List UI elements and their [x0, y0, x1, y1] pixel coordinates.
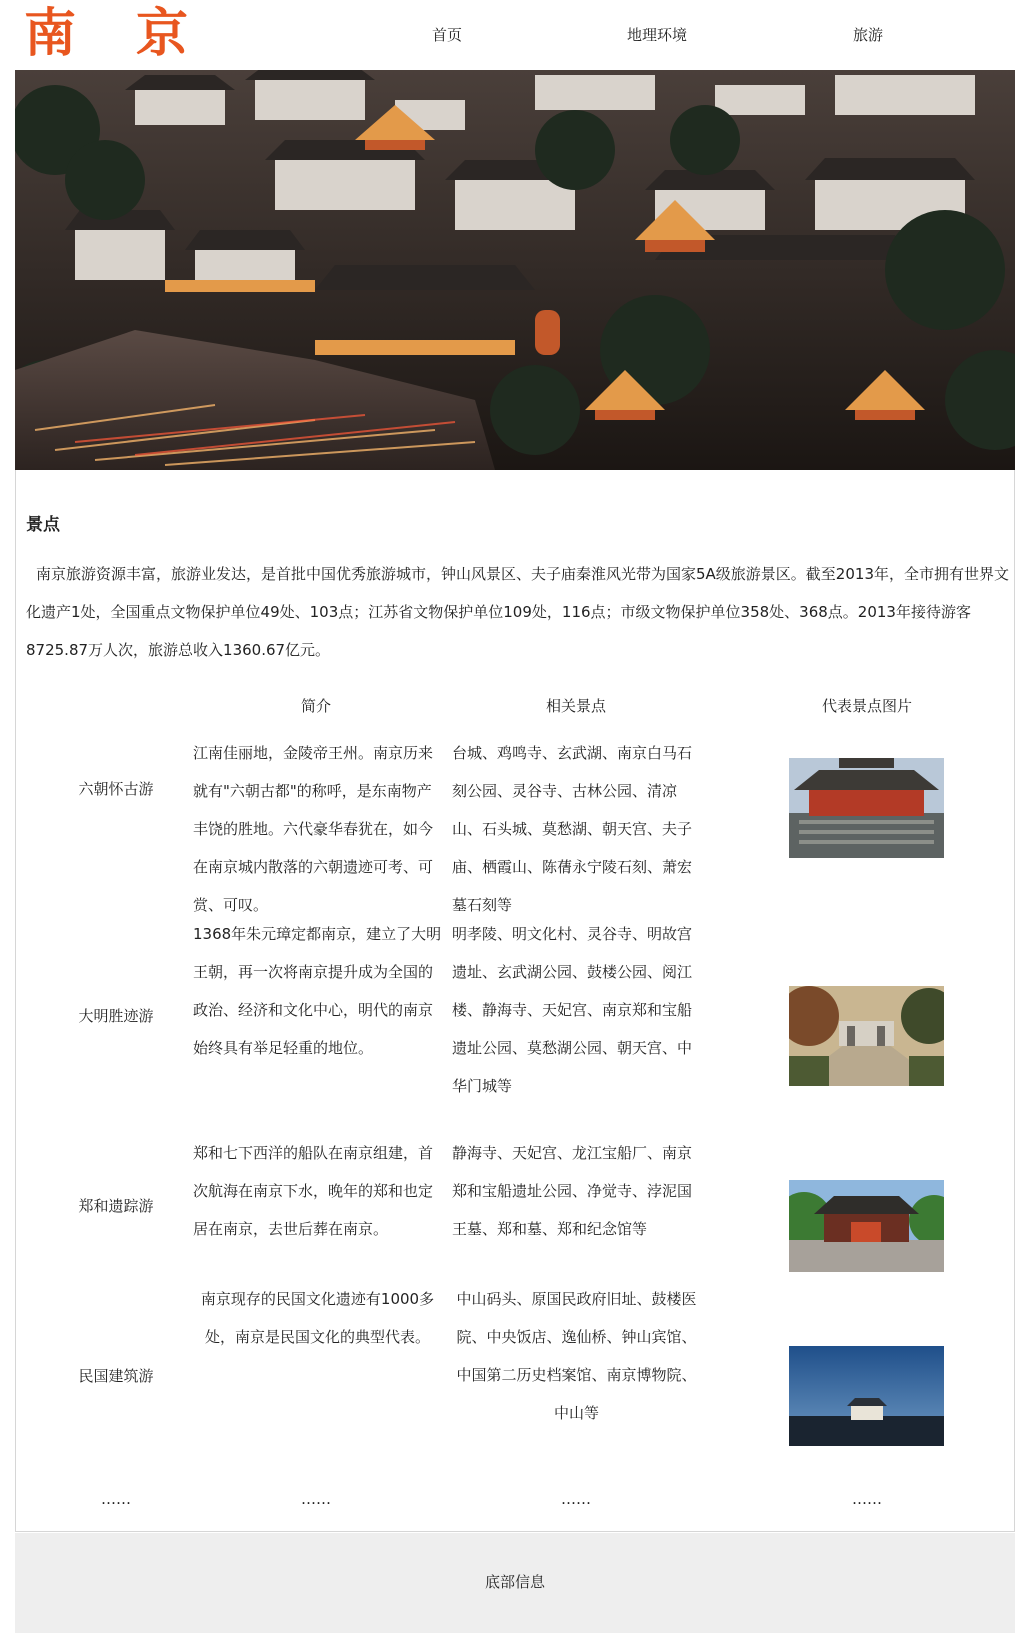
more-ellipsis: ……	[301, 1490, 331, 1508]
tour-name: 郑和遗踪游	[78, 1197, 154, 1215]
tour-name: 民国建筑游	[78, 1367, 154, 1385]
nav-home-link[interactable]: 首页	[432, 26, 463, 44]
site-logo[interactable]: 南京	[24, 3, 249, 64]
more-ellipsis: ……	[852, 1490, 882, 1508]
column-header-intro: 简介	[300, 697, 331, 715]
tour-image	[789, 1180, 944, 1272]
tour-name: 六朝怀古游	[78, 780, 154, 798]
hero-banner-image	[15, 70, 1015, 470]
more-ellipsis: ……	[101, 1490, 131, 1508]
section-intro: 南京旅游资源丰富，旅游业发达，是首批中国优秀旅游城市，钟山风景区、夫子庙秦淮风光带为国家5A级旅游景区。截至2013年，全市拥有世界文化遗产1处，全国重点文物保护单位49处、103点；江苏省文物保护单位109处，116点；市级文物保护单位358处、368点。2013年接待游客8725.87万人次，旅游总收入1360.67亿元。	[26, 565, 1009, 659]
tour-intro: 南京现存的民国文化遗迹有1000多处，南京是民国文化的典型代表。	[200, 1290, 435, 1346]
tour-intro: 江南佳丽地，金陵帝王州。南京历来就有"六朝古都"的称呼，是东南物产丰饶的胜地。六代豪华春犹在，如今在南京城内散落的六朝遗迹可考、可赏、可叹。	[193, 744, 434, 914]
tour-spots: 台城、鸡鸣寺、玄武湖、南京白马石刻公园、灵谷寺、古林公园、清凉山、石头城、莫愁湖、朝天宫、夫子庙、栖霞山、陈蒨永宁陵石刻、萧宏墓石刻等	[452, 744, 693, 914]
more-ellipsis: ……	[561, 1490, 591, 1508]
column-header-spots: 相关景点	[545, 697, 606, 715]
section-title: 景点	[26, 515, 60, 535]
attractions-section	[15, 470, 1015, 1532]
tour-intro: 1368年朱元璋定都南京，建立了大明王朝，再一次将南京提升成为全国的政治、经济和文化中心，明代的南京始终具有举足轻重的地位。	[193, 925, 442, 1057]
site-footer	[15, 1533, 1015, 1633]
nav-tourism-link[interactable]: 旅游	[853, 26, 884, 44]
footer-text: 底部信息	[484, 1573, 545, 1591]
tour-name: 大明胜迹游	[78, 1007, 154, 1025]
tour-spots: 静海寺、天妃宫、龙江宝船厂、南京郑和宝船遗址公园、净觉寺、浡泥国王墓、郑和墓、郑和纪念馆等	[452, 1144, 693, 1238]
tour-image	[789, 758, 944, 858]
tour-spots: 中山码头、原国民政府旧址、鼓楼医院、中央饭店、逸仙桥、钟山宾馆、中国第二历史档案馆、南京博物院、中山等	[456, 1290, 697, 1422]
site-header	[0, 0, 1029, 70]
tour-intro: 郑和七下西洋的船队在南京组建，首次航海在南京下水，晚年的郑和也定居在南京，去世后葬在南京。	[193, 1144, 434, 1238]
tour-spots: 明孝陵、明文化村、灵谷寺、明故宫遗址、玄武湖公园、鼓楼公园、阅江楼、静海寺、天妃宫、南京郑和宝船遗址公园、莫愁湖公园、朝天宫、中华门城等	[452, 925, 693, 1095]
column-header-image: 代表景点图片	[821, 697, 912, 715]
nav-geography-link[interactable]: 地理环境	[627, 26, 688, 44]
tour-image	[789, 1346, 944, 1446]
tour-image	[789, 986, 944, 1086]
